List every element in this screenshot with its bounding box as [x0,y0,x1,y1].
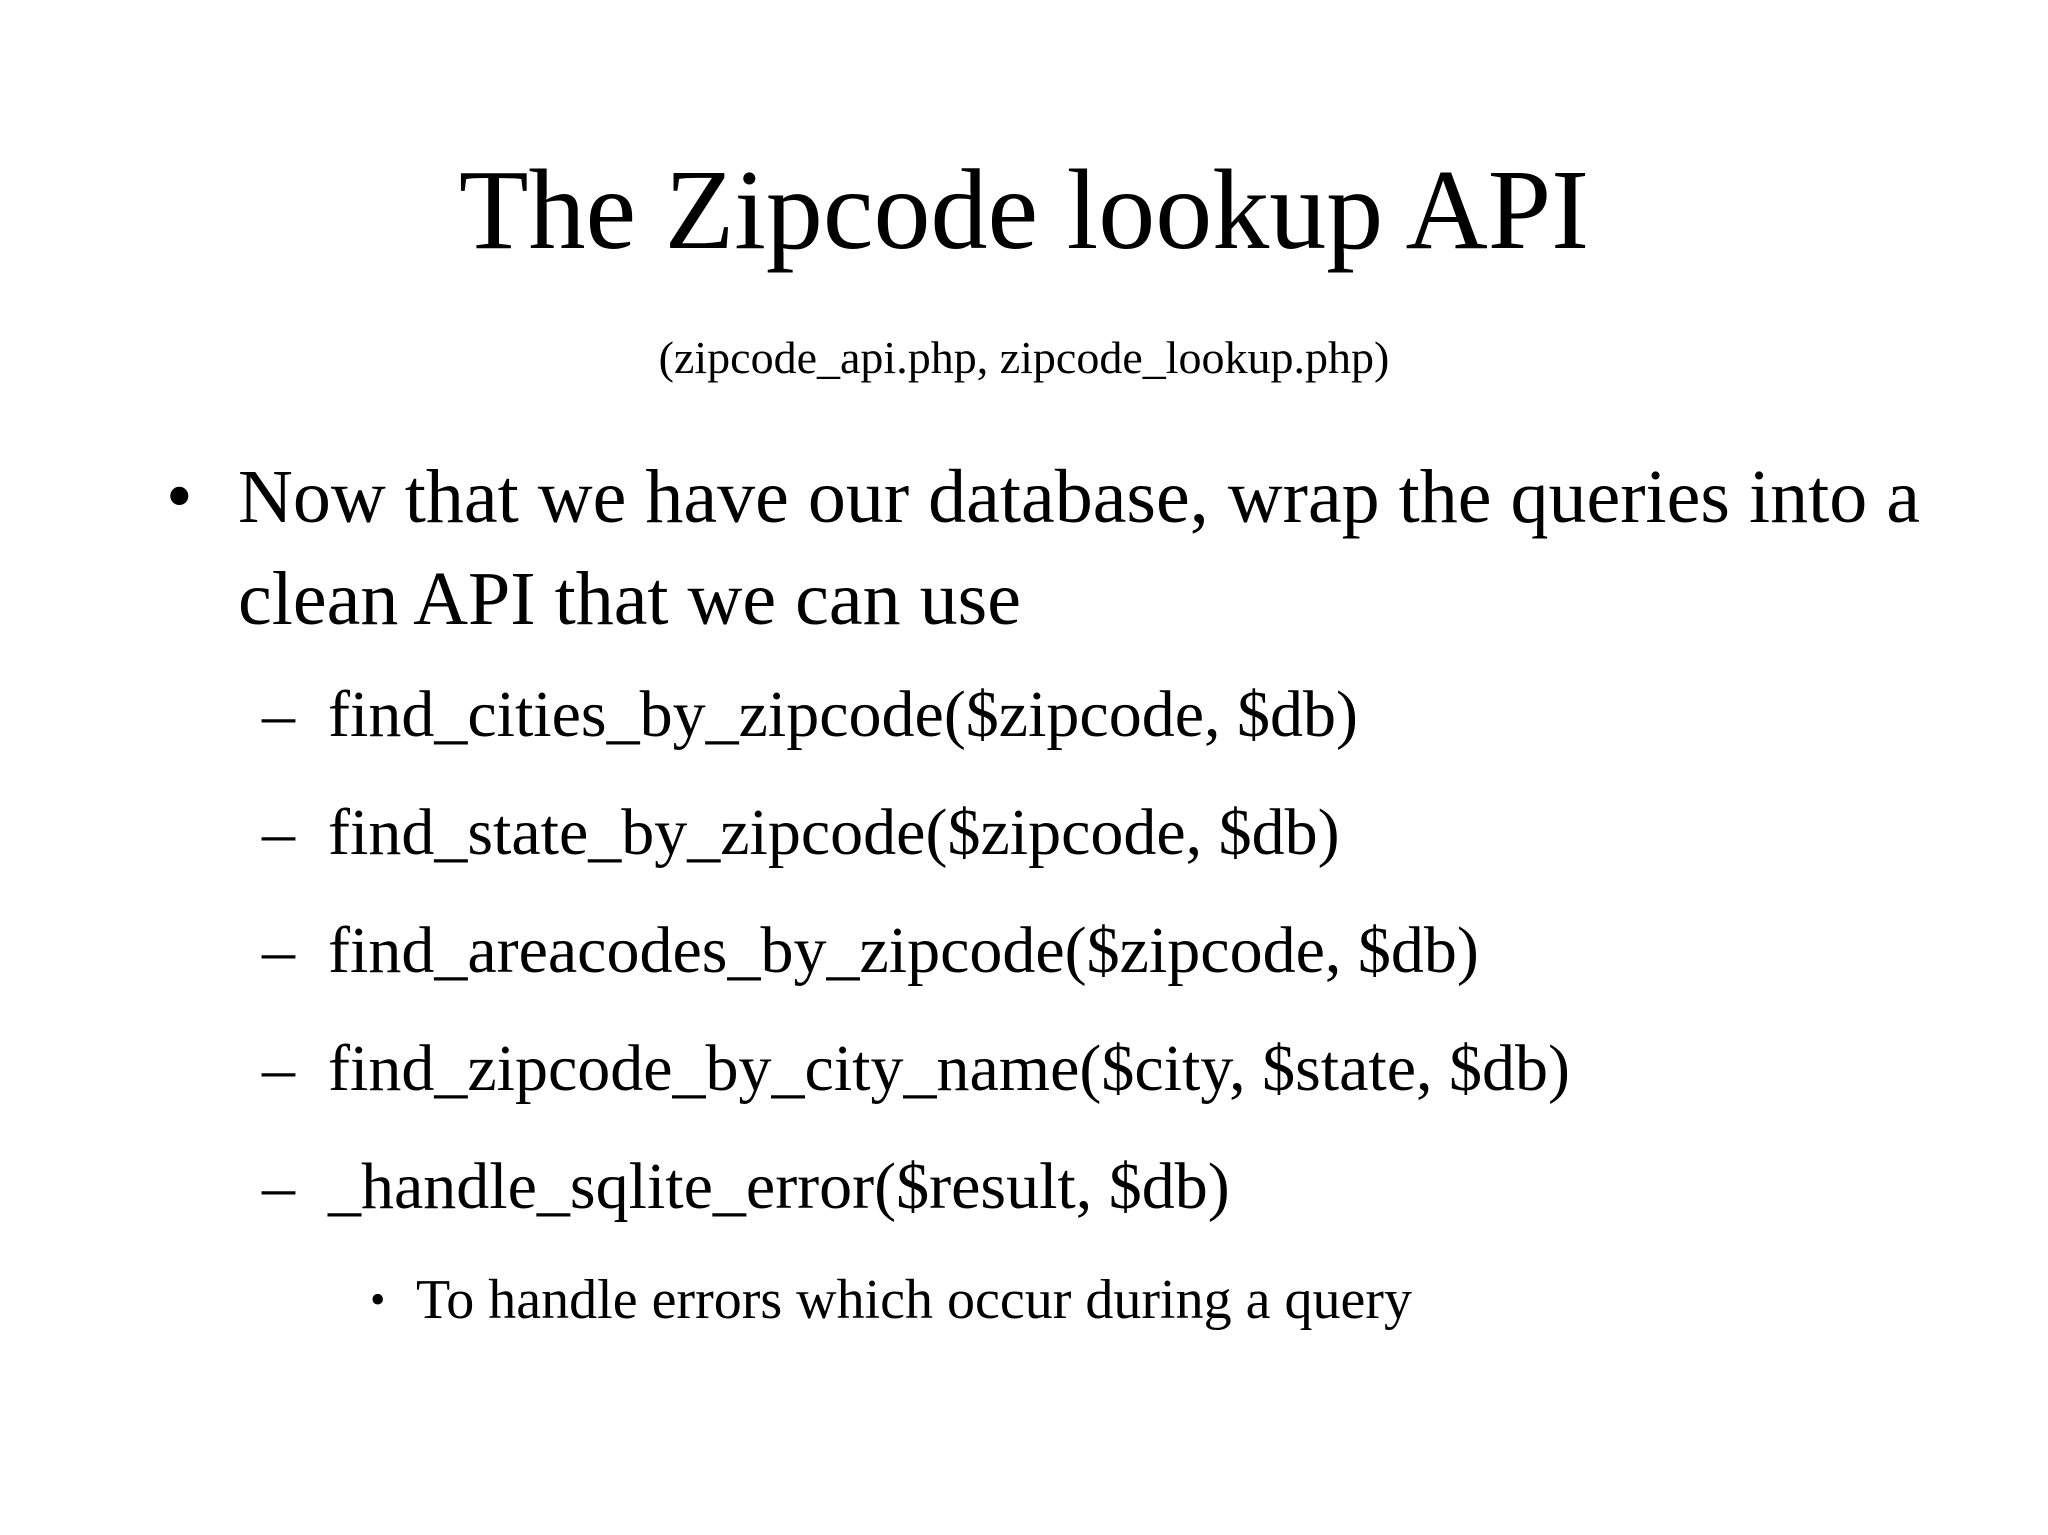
slide-subtitle: (zipcode_api.php, zipcode_lookup.php) [658,332,1390,383]
list-item [262,1029,1962,1147]
dash-marker: – [262,1032,295,1105]
function-name: find_cities_by_zipcode($zipcode, $db) [328,678,1358,751]
sub-bullet-marker: • [370,1275,386,1324]
function-name: _handle_sqlite_error($result, $db) [328,1150,1230,1223]
bullet-text: Now that we have our database, wrap the queries into a clean API that we can use [238,455,1920,641]
dash-marker: – [262,914,295,987]
sub-bullet [370,1265,1412,1335]
dash-marker: – [262,1150,295,1223]
function-name: find_areacodes_by_zipcode($zipcode, $db) [328,914,1479,987]
bullet-marker: • [166,454,193,538]
function-name: find_state_by_zipcode($zipcode, $db) [328,796,1340,869]
list-item [262,793,1962,911]
sub-bullet-text: To handle errors which occur during a query [416,1269,1412,1331]
dash-marker: – [262,678,295,751]
dash-marker: – [262,796,295,869]
list-item [262,1147,1962,1265]
function-list [262,675,1962,1265]
list-item [262,911,1962,1029]
list-item [262,675,1962,793]
slide-title: The Zipcode lookup API [458,146,1590,273]
function-name: find_zipcode_by_city_name($city, $state, $db) [328,1032,1571,1105]
